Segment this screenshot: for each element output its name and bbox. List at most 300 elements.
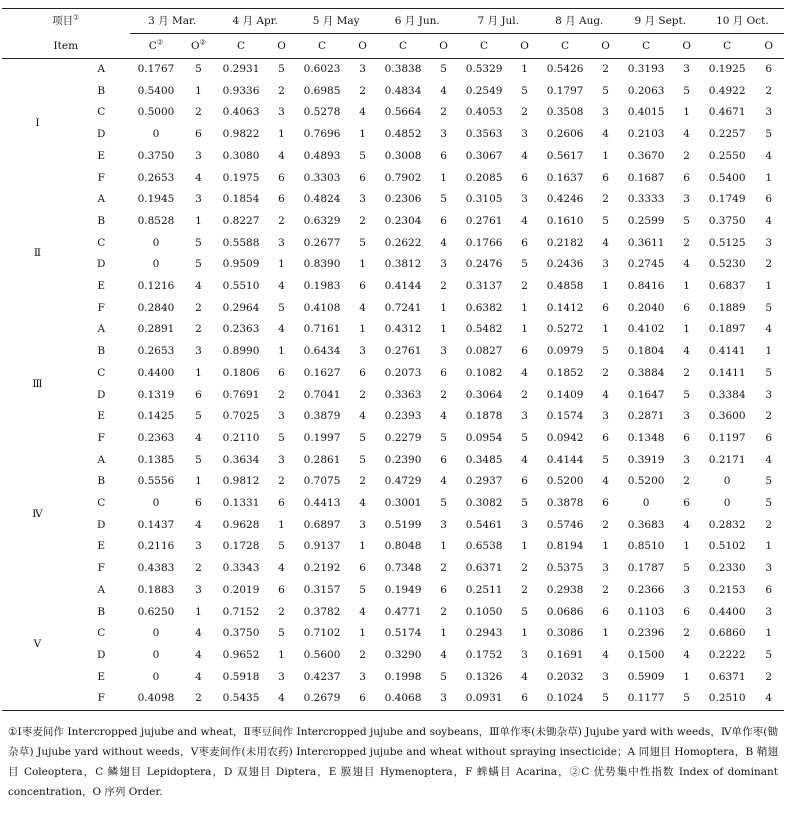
c-value: 0.5400	[137, 84, 175, 97]
c-value: 0.3634	[222, 453, 260, 466]
o-value: 5	[765, 366, 773, 379]
o-value: 4	[440, 410, 447, 423]
o-value: 2	[359, 648, 366, 661]
o-value: 1	[602, 149, 609, 162]
o-value: 1	[195, 214, 202, 227]
o-value: 1	[359, 540, 366, 553]
o-value: 5	[440, 193, 447, 206]
c-value: 0.3343	[222, 562, 260, 575]
o-value: 2	[521, 583, 528, 596]
c-value: 0.2938	[546, 583, 584, 596]
o-value: 2	[683, 236, 690, 249]
o-value: 6	[765, 193, 773, 206]
c-value: 0.5426	[546, 63, 584, 75]
o-value: 2	[278, 605, 285, 618]
c-value: 0.7691	[222, 388, 260, 401]
c-value: 0.2653	[137, 171, 175, 184]
c-value: 0.3001	[384, 497, 422, 510]
o-value: 2	[521, 562, 528, 575]
c-value: 0.1637	[546, 171, 584, 184]
o-value: 3	[602, 106, 609, 119]
c-value: 0.1767	[137, 63, 175, 75]
o-col-header	[267, 34, 295, 59]
c-value: 0.4098	[137, 692, 175, 705]
c-value: 0.9812	[222, 475, 260, 488]
c-value: 0.1997	[303, 431, 341, 444]
c-value: 0.1050	[465, 605, 503, 618]
c-value: 0.1385	[137, 453, 175, 466]
order-label: E	[97, 540, 106, 553]
o-value: 2	[765, 258, 773, 271]
c-value: 0.2964	[222, 301, 260, 314]
o-value: 5	[765, 497, 773, 510]
c-value: 0.2279	[384, 431, 422, 444]
table-row	[2, 515, 784, 537]
o-value: 6	[440, 366, 447, 379]
c-value: 0.1889	[708, 301, 746, 314]
o-value: 2	[765, 670, 773, 683]
table-row	[2, 645, 784, 667]
o-value: 6	[765, 583, 773, 596]
o-value: 1	[278, 345, 285, 358]
c-value: 0.5482	[465, 323, 503, 336]
o-label: O	[601, 40, 610, 52]
c-value: 0.1854	[222, 193, 260, 206]
o-value: 2	[359, 214, 366, 227]
c-value: 0.3878	[546, 497, 584, 510]
c-value: 0.0954	[465, 431, 503, 444]
c-value: 0.9628	[222, 518, 260, 531]
c-value: 0.3670	[627, 149, 665, 162]
o-value: 5	[195, 410, 202, 423]
c-value: 0.2153	[708, 583, 746, 596]
o-value: 6	[359, 280, 366, 293]
o-value: 5	[683, 214, 690, 227]
o-value: 1	[440, 301, 447, 314]
o-value: 3	[683, 410, 690, 423]
o-value: 6	[765, 63, 773, 75]
c-label: C	[723, 40, 732, 52]
c-value: 0.3157	[303, 583, 341, 596]
o-value: 3	[440, 128, 447, 141]
o-value: 1	[683, 323, 690, 336]
o-value: 5	[602, 84, 609, 97]
c-value: 0.1331	[222, 497, 260, 510]
c-value: 0.3508	[546, 106, 584, 119]
c-value: 0.1728	[222, 540, 260, 553]
c-value: 0.2840	[137, 301, 175, 314]
o-value: 1	[440, 540, 447, 553]
c-value: 0.2363	[222, 323, 260, 336]
o-value: 4	[683, 518, 690, 531]
c-value: 0.3750	[137, 149, 175, 162]
order-label: E	[97, 149, 106, 162]
order-label: A	[97, 193, 106, 206]
c-value: 0.4068	[384, 692, 422, 705]
c-value: 0.3919	[627, 453, 665, 466]
o-value: 4	[359, 605, 366, 618]
c-value: 0.1691	[546, 648, 584, 661]
o-value: 4	[683, 258, 690, 271]
o-value: 6	[278, 193, 285, 206]
c-value: 0.3750	[708, 214, 746, 227]
c-value: 0.6329	[303, 214, 341, 227]
c-value: 0.1319	[137, 388, 175, 401]
o-value: 4	[195, 670, 202, 683]
c-value: 0.1752	[465, 648, 503, 661]
o-value: 4	[683, 648, 690, 661]
c-value: 0.9822	[222, 128, 260, 141]
c-value: 0.7161	[303, 323, 341, 336]
c-value: 0.5909	[627, 670, 665, 683]
o-value: 5	[278, 431, 285, 444]
c-value: 0.2063	[627, 84, 665, 97]
o-value: 4	[683, 128, 690, 141]
c-label: C	[561, 40, 570, 52]
o-col-header	[429, 34, 457, 59]
o-value: 4	[765, 453, 773, 466]
c-col-header	[130, 34, 183, 59]
o-value: 3	[602, 670, 609, 683]
c-value: 0.7348	[384, 562, 422, 575]
c-value: 0.7241	[384, 301, 422, 314]
o-value: 5	[278, 301, 285, 314]
o-value: 2	[278, 214, 285, 227]
c-value: 0.5272	[546, 323, 584, 336]
c-value: 0.4246	[546, 193, 584, 206]
order-label: A	[97, 583, 106, 596]
month-header: 9 月 Sept.	[620, 9, 701, 34]
o-value: 5	[278, 540, 285, 553]
month-header: 4 月 Apr.	[215, 9, 296, 34]
o-value: 1	[440, 171, 447, 184]
order-label: D	[97, 518, 106, 531]
c-value: 0.5746	[546, 518, 584, 531]
order-label: C	[97, 236, 106, 249]
c-value: 0.1945	[137, 193, 175, 206]
c-value: 0.2330	[708, 562, 746, 575]
o-value: 2	[683, 627, 690, 640]
c-value: 0.7152	[222, 605, 260, 618]
o-value: 3	[765, 605, 773, 618]
c-value: 0.1749	[708, 193, 746, 206]
c-value: 0.5200	[546, 475, 584, 488]
group-label: Ⅲ	[32, 377, 43, 390]
c-value: 0.3563	[465, 128, 503, 141]
c-value: 0.6434	[303, 345, 341, 358]
c-value: 0.3303	[303, 171, 341, 184]
c-value: 0	[152, 648, 160, 661]
c-value: 0.4824	[303, 193, 341, 206]
c-value: 0.2085	[465, 171, 503, 184]
o-value: 5	[602, 692, 609, 705]
c-value: 0.1082	[465, 366, 503, 379]
c-value: 0.8990	[222, 345, 260, 358]
c-value: 0.9509	[222, 258, 260, 271]
o-value: 3	[278, 670, 285, 683]
o-value: 3	[359, 345, 366, 358]
o-value: 3	[521, 410, 528, 423]
c-value: 0.8048	[384, 540, 422, 553]
table-row	[2, 385, 784, 407]
c-value: 0.1806	[222, 366, 260, 379]
o-value: 2	[440, 562, 447, 575]
c-value: 0.1766	[465, 236, 503, 249]
c-value: 0.4671	[708, 106, 746, 119]
o-value: 2	[278, 388, 285, 401]
o-value: 5	[521, 258, 528, 271]
c-value: 0.3782	[303, 605, 341, 618]
c-value: 0.2116	[137, 540, 175, 553]
table-row	[2, 428, 784, 450]
c-value: 0.3008	[384, 149, 422, 162]
o-value: 4	[359, 497, 366, 510]
c-label: C	[318, 40, 327, 52]
c-value: 0.4729	[384, 475, 422, 488]
c-value: 0.4141	[708, 345, 746, 358]
o-value: 1	[195, 475, 202, 488]
c-value: 0.3193	[627, 63, 665, 75]
month-header: 10 月 Oct.	[701, 9, 784, 34]
c-value: 0.5125	[708, 236, 746, 249]
order-label: C	[97, 106, 106, 119]
o-value: 1	[683, 670, 690, 683]
c-value: 0.5102	[708, 540, 746, 553]
c-value: 0.1647	[627, 388, 665, 401]
o-value: 3	[195, 540, 202, 553]
c-value: 0.2396	[627, 627, 665, 640]
o-value: 4	[278, 280, 285, 293]
c-value: 0.5600	[303, 648, 341, 661]
o-value: 6	[683, 497, 690, 510]
c-value: 0.6860	[708, 627, 746, 640]
c-value: 0.4102	[627, 323, 665, 336]
c-value: 0.5461	[465, 518, 503, 531]
c-value: 0	[642, 497, 650, 510]
c-value: 0.1216	[137, 280, 175, 293]
c-value: 0.1103	[627, 605, 665, 618]
o-value: 2	[683, 475, 690, 488]
o-label: O	[520, 40, 529, 52]
o-value: 5	[359, 149, 366, 162]
o-value: 5	[359, 583, 366, 596]
o-value: 3	[278, 453, 285, 466]
o-value: 5	[440, 670, 447, 683]
table-row	[2, 189, 784, 211]
month-header: 3 月 Mar.	[130, 9, 215, 34]
o-value: 2	[278, 84, 285, 97]
c-value: 0.2832	[708, 518, 746, 531]
o-value: 2	[683, 366, 690, 379]
o-value: 6	[521, 692, 528, 705]
c-value: 0.1804	[627, 345, 665, 358]
o-value: 1	[765, 171, 773, 184]
o-value: 2	[765, 84, 773, 97]
c-value: 0.2677	[303, 236, 341, 249]
c-value: 0.2761	[384, 345, 422, 358]
c-mark: ②	[156, 38, 164, 47]
month-header: 8 月 Aug.	[539, 9, 620, 34]
o-value: 2	[359, 84, 366, 97]
c-value: 0.5200	[627, 475, 665, 488]
o-value: 2	[521, 280, 528, 293]
order-label: D	[97, 128, 106, 141]
c-value: 0.4893	[303, 149, 341, 162]
o-value: 3	[440, 345, 447, 358]
order-label: F	[97, 301, 105, 314]
table-row	[2, 168, 784, 190]
c-value: 0	[152, 627, 160, 640]
o-value: 6	[195, 388, 202, 401]
c-col-header	[377, 34, 430, 59]
o-value: 3	[359, 518, 366, 531]
c-value: 0.2182	[546, 236, 584, 249]
o-value: 2	[359, 388, 366, 401]
order-label: A	[97, 323, 106, 336]
c-value: 0.6382	[465, 301, 503, 314]
c-value: 0.0686	[546, 605, 584, 618]
data-table	[2, 8, 784, 711]
c-col-header	[215, 34, 268, 59]
c-value: 0.5617	[546, 149, 584, 162]
c-value: 0.1627	[303, 366, 341, 379]
o-value: 3	[683, 583, 690, 596]
o-value: 5	[683, 692, 690, 705]
o-value: 6	[440, 214, 447, 227]
table-row	[2, 558, 784, 580]
o-value: 6	[683, 431, 690, 444]
c-col-header	[620, 34, 673, 59]
c-value: 0.1925	[708, 63, 746, 75]
o-label: O	[191, 40, 200, 52]
o-value: 4	[765, 214, 773, 227]
c-value: 0.2679	[303, 692, 341, 705]
c-value: 0.1878	[465, 410, 503, 423]
table-row	[2, 233, 784, 255]
o-value: 2	[195, 301, 202, 314]
c-value: 0.4063	[222, 106, 260, 119]
o-value: 3	[278, 410, 285, 423]
c-value: 0.1348	[627, 431, 665, 444]
o-value: 6	[359, 692, 366, 705]
c-value: 0.7025	[222, 410, 260, 423]
o-value: 4	[195, 431, 202, 444]
c-value: 0.2393	[384, 410, 422, 423]
order-label: B	[97, 214, 106, 227]
c-col-header	[701, 34, 754, 59]
o-value: 2	[602, 193, 609, 206]
o-value: 3	[195, 193, 202, 206]
c-value: 0.1409	[546, 388, 584, 401]
o-value: 6	[195, 497, 202, 510]
c-value: 0.5174	[384, 627, 422, 640]
o-value: 2	[440, 280, 447, 293]
o-value: 2	[602, 583, 609, 596]
o-value: 5	[278, 63, 285, 75]
o-value: 4	[602, 236, 609, 249]
table-row	[2, 81, 784, 103]
c-value: 0.2363	[137, 431, 175, 444]
c-value: 0.7075	[303, 475, 341, 488]
o-value: 3	[521, 518, 528, 531]
c-value: 0.2306	[384, 193, 422, 206]
table-row	[2, 471, 784, 493]
o-value: 4	[195, 648, 202, 661]
o-value: 1	[765, 345, 773, 358]
o-value: 1	[765, 627, 773, 640]
c-col-header	[539, 34, 592, 59]
group-label: Ⅳ	[32, 507, 43, 520]
c-value: 0.6897	[303, 518, 341, 531]
c-value: 0.2476	[465, 258, 503, 271]
o-value: 6	[602, 301, 609, 314]
c-value: 0.2366	[627, 583, 665, 596]
o-value: 5	[278, 627, 285, 640]
c-value: 0.2891	[137, 323, 175, 336]
o-value: 4	[521, 214, 528, 227]
c-value: 0.4312	[384, 323, 422, 336]
c-value: 0.2861	[303, 453, 341, 466]
o-value: 5	[765, 301, 773, 314]
c-value: 0.6250	[137, 605, 175, 618]
c-value: 0.6837	[708, 280, 746, 293]
o-value: 5	[359, 453, 366, 466]
o-value: 4	[440, 475, 447, 488]
o-value: 3	[278, 236, 285, 249]
c-value: 0.4237	[303, 670, 341, 683]
table-row	[2, 623, 784, 645]
o-col-header	[510, 34, 538, 59]
o-value: 2	[602, 366, 609, 379]
o-value: 3	[359, 670, 366, 683]
c-value: 0.2390	[384, 453, 422, 466]
c-value: 0.4144	[546, 453, 584, 466]
c-value: 0.4771	[384, 605, 422, 618]
c-value: 0.4858	[546, 280, 584, 293]
c-value: 0.1852	[546, 366, 584, 379]
order-label: D	[97, 648, 106, 661]
o-value: 5	[602, 453, 609, 466]
o-value: 1	[195, 605, 202, 618]
c-value: 0.3086	[546, 627, 584, 640]
c-value: 0.5556	[137, 475, 175, 488]
o-value: 5	[195, 63, 202, 75]
o-value: 4	[278, 562, 285, 575]
c-value: 0.8416	[627, 280, 665, 293]
c-value: 0.1949	[384, 583, 422, 596]
c-value: 0.2745	[627, 258, 665, 271]
o-value: 3	[195, 583, 202, 596]
order-label: A	[97, 63, 106, 75]
c-value: 0.4015	[627, 106, 665, 119]
c-value: 0.9336	[222, 84, 260, 97]
o-value: 5	[683, 84, 690, 97]
o-value: 3	[683, 453, 690, 466]
o-value: 1	[683, 540, 690, 553]
table-row	[2, 102, 784, 124]
o-value: 1	[359, 128, 366, 141]
o-value: 5	[765, 475, 773, 488]
c-value: 0.4852	[384, 128, 422, 141]
c-value: 0.6023	[303, 63, 341, 75]
o-value: 1	[359, 323, 366, 336]
c-value: 0.3750	[222, 627, 260, 640]
o-value: 2	[440, 605, 447, 618]
c-value: 0.3080	[222, 149, 260, 162]
o-value: 5	[359, 236, 366, 249]
group-label: Ⅱ	[33, 247, 42, 260]
c-value: 0.5400	[708, 171, 746, 184]
